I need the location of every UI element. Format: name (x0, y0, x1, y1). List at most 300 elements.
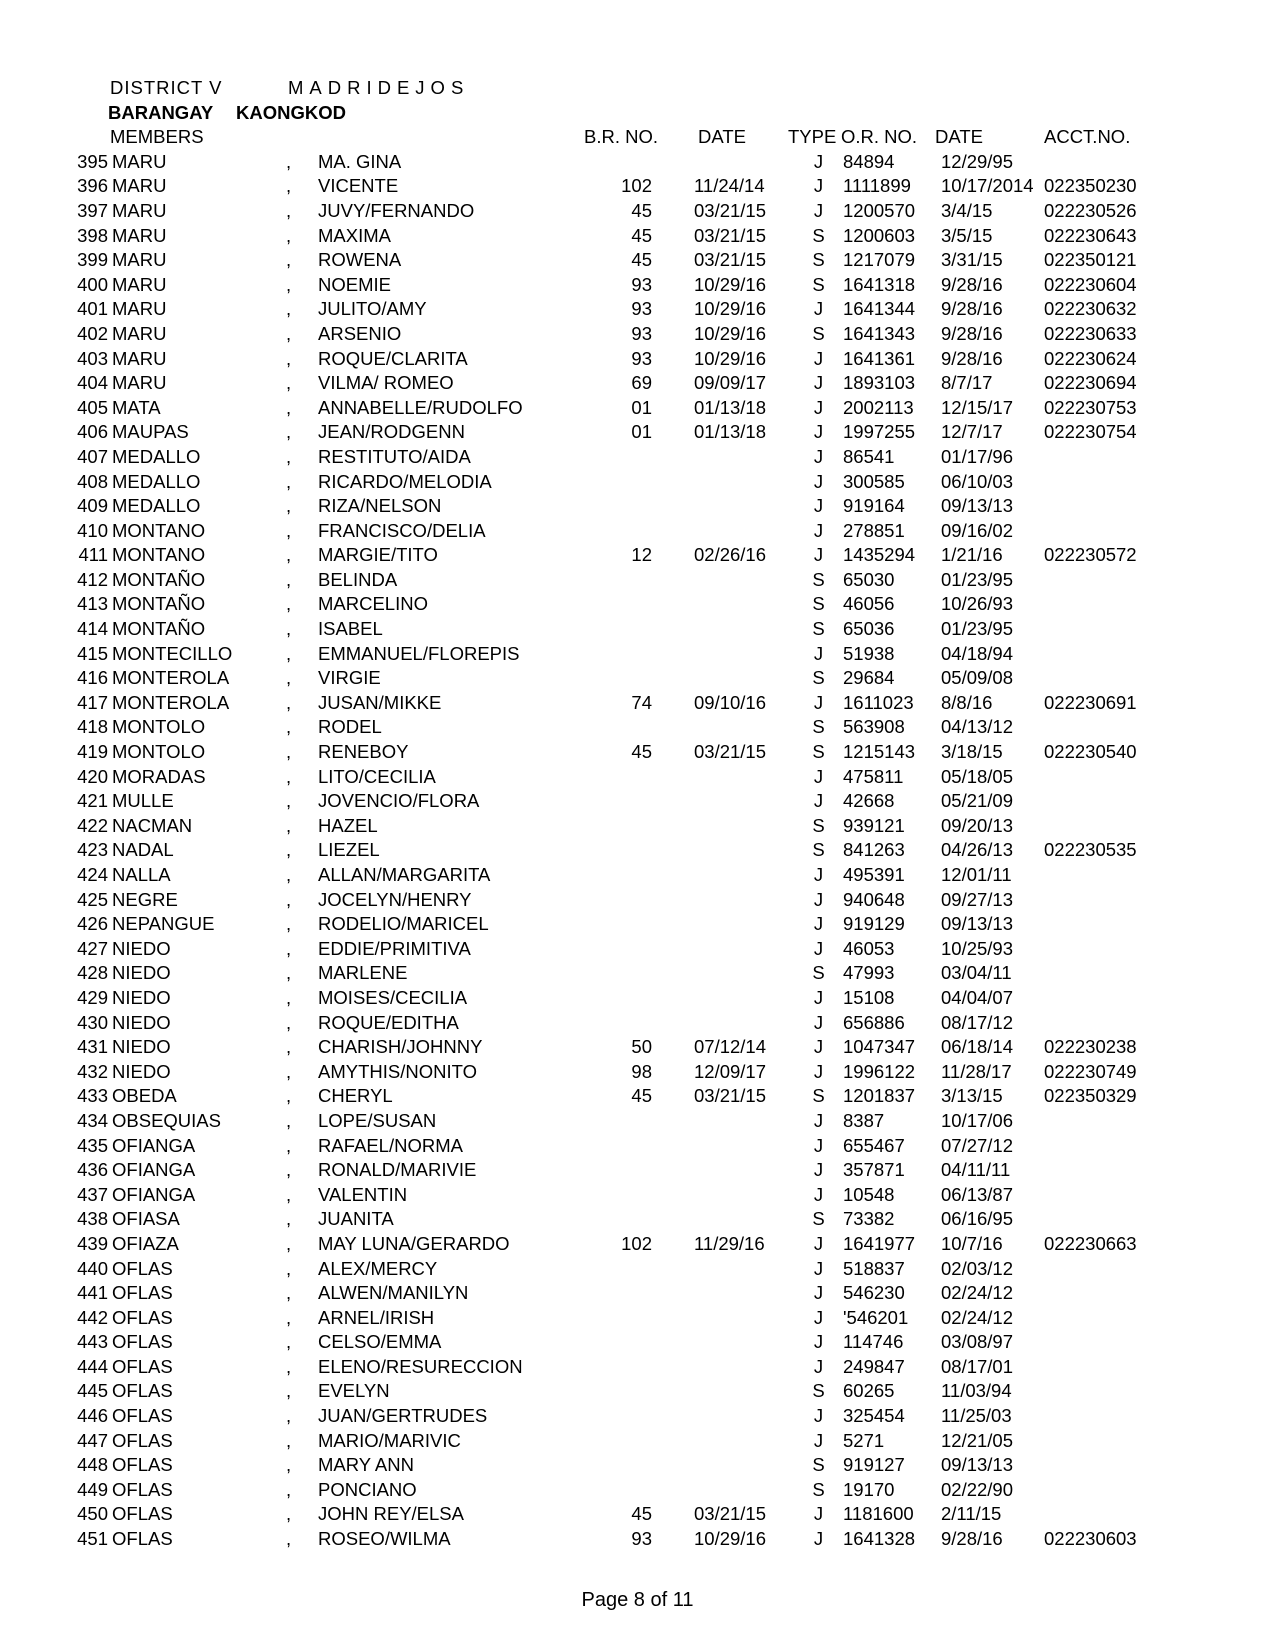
or-number: 1435294 (843, 544, 916, 566)
or-number: 278851 (843, 519, 905, 541)
member-surname: MONTECILLO (112, 642, 233, 664)
table-row (68, 1502, 1258, 1527)
or-number: 15108 (843, 986, 895, 1008)
table-row (68, 470, 1258, 495)
or-number: 1641361 (843, 347, 916, 369)
member-type: S (812, 1454, 825, 1476)
account-number (1044, 1134, 1228, 1159)
or-date: 9/28/16 (941, 322, 1003, 344)
member-given-name: ANNABELLE/RUDOLFO (318, 396, 523, 418)
member-surname: OFLAS (112, 1331, 173, 1353)
br-number: 45 (631, 199, 652, 221)
or-date: 2/11/15 (941, 1503, 1002, 1525)
member-given-name: VIRGIE (318, 667, 381, 689)
member-given-name: CHARISH/JOHNNY (318, 1036, 483, 1058)
or-no-column-header: O.R. NO. (841, 126, 918, 148)
br-number (593, 150, 652, 175)
member-type: J (813, 396, 824, 418)
separator-comma: , (286, 986, 292, 1008)
or-date: 8/8/16 (941, 691, 993, 713)
table-row (68, 617, 1258, 642)
separator-comma: , (286, 1183, 292, 1205)
account-number: 022230754 (1044, 421, 1137, 443)
br-date (652, 1478, 794, 1503)
table-row (68, 519, 1258, 544)
br-number (593, 1257, 652, 1282)
br-number (593, 1429, 652, 1454)
or-date: 06/18/14 (941, 1036, 1014, 1058)
separator-comma: , (286, 249, 292, 271)
row-number: 446 (77, 1405, 108, 1427)
br-date: 11/24/14 (694, 175, 765, 197)
member-type: J (813, 421, 824, 443)
account-number (1044, 1158, 1228, 1183)
br-date-column-header: DATE (698, 126, 746, 148)
br-number (593, 1281, 652, 1306)
or-date: 04/18/94 (941, 642, 1014, 664)
separator-comma: , (286, 814, 292, 836)
or-date: 12/29/95 (941, 150, 1014, 172)
separator-comma: , (286, 741, 292, 763)
member-type: S (812, 593, 825, 615)
member-surname: OFLAS (112, 1257, 173, 1279)
br-number: 93 (631, 322, 652, 344)
member-type: J (813, 1503, 824, 1525)
br-date (652, 912, 794, 937)
br-date (652, 1306, 794, 1331)
or-date: 9/28/16 (941, 273, 1003, 295)
or-number: 1111899 (843, 175, 911, 197)
member-given-name: VALENTIN (318, 1183, 408, 1205)
account-number: 022230643 (1044, 224, 1137, 246)
account-number (1044, 1502, 1228, 1527)
account-number (1044, 1306, 1228, 1331)
separator-comma: , (286, 1306, 292, 1328)
row-number: 412 (77, 568, 108, 590)
row-number: 438 (77, 1208, 108, 1230)
or-number: 518837 (843, 1257, 905, 1279)
separator-comma: , (286, 445, 292, 467)
separator-comma: , (286, 1060, 292, 1082)
br-date (652, 592, 794, 617)
separator-comma: , (286, 372, 292, 394)
account-number (1044, 470, 1228, 495)
row-number: 424 (77, 864, 108, 885)
separator-comma: , (286, 765, 292, 787)
account-number (1044, 961, 1228, 986)
account-number: 022230572 (1044, 544, 1137, 566)
br-date: 03/21/15 (694, 199, 767, 221)
br-number (593, 1306, 652, 1331)
separator-comma: , (286, 1478, 292, 1500)
member-type: S (812, 839, 825, 861)
acct-no-column-header: ACCT.NO. (1044, 126, 1131, 148)
br-number (593, 470, 652, 495)
br-date (652, 1429, 794, 1454)
br-date (652, 1379, 794, 1404)
separator-comma: , (286, 1232, 292, 1254)
member-given-name: ARSENIO (318, 322, 402, 344)
br-date (652, 1109, 794, 1134)
row-number: 420 (77, 765, 108, 787)
br-number (593, 1158, 652, 1183)
separator-comma: , (286, 962, 292, 984)
table-row (68, 592, 1258, 617)
br-date (652, 1158, 794, 1183)
account-number: 022230632 (1044, 298, 1137, 320)
row-number: 422 (77, 814, 108, 836)
br-date (652, 642, 794, 667)
row-number: 398 (77, 224, 108, 246)
member-surname: MONTAÑO (112, 593, 206, 615)
br-date (652, 789, 794, 814)
or-number: 47993 (843, 962, 895, 984)
member-surname: OFIAZA (112, 1232, 179, 1254)
or-number: 114746 (843, 1331, 904, 1353)
br-date (652, 445, 794, 470)
member-surname: MEDALLO (112, 445, 201, 467)
member-type: J (813, 445, 824, 467)
or-number: 655467 (843, 1134, 905, 1156)
member-given-name: NOEMIE (318, 273, 391, 295)
table-row (68, 396, 1258, 421)
or-number: 1047347 (843, 1036, 916, 1058)
table-row (68, 297, 1258, 322)
br-number (593, 888, 652, 913)
br-date: 10/29/16 (694, 298, 767, 320)
member-given-name: MARY ANN (318, 1454, 414, 1476)
row-number: 399 (77, 249, 108, 271)
or-date: 09/13/13 (941, 913, 1014, 935)
member-type: J (813, 1232, 824, 1254)
table-row (68, 224, 1258, 249)
district-label: DISTRICT V (110, 77, 223, 98)
separator-comma: , (286, 1380, 292, 1402)
member-surname: OFIASA (112, 1208, 180, 1230)
member-type: S (812, 814, 825, 836)
br-date: 03/21/15 (694, 224, 767, 246)
table-row (68, 494, 1258, 519)
br-date: 10/29/16 (694, 347, 767, 369)
member-given-name: RAFAEL/NORMA (318, 1134, 463, 1156)
member-type: J (813, 1355, 824, 1377)
row-number: 397 (77, 199, 108, 221)
br-number (593, 494, 652, 519)
or-number: 1611023 (843, 691, 914, 713)
member-surname: OFLAS (112, 1306, 173, 1328)
member-surname: MONTAÑO (112, 618, 206, 640)
table-row (68, 838, 1258, 863)
table-row (68, 937, 1258, 962)
row-number: 427 (77, 937, 108, 959)
separator-comma: , (286, 199, 292, 221)
br-number (593, 568, 652, 593)
row-number: 396 (77, 175, 108, 197)
member-given-name: ISABEL (318, 618, 383, 640)
separator-comma: , (286, 1036, 292, 1058)
or-number: 656886 (843, 1011, 905, 1033)
member-type: J (813, 1257, 824, 1279)
member-type: S (812, 1380, 825, 1402)
row-number: 437 (77, 1183, 108, 1205)
table-row (68, 199, 1258, 224)
separator-comma: , (286, 150, 292, 172)
account-number (1044, 1478, 1228, 1503)
row-number: 401 (77, 298, 108, 320)
account-number: 022230603 (1044, 1528, 1137, 1550)
member-surname: OFLAS (112, 1405, 173, 1427)
member-given-name: LIEZEL (318, 839, 380, 861)
barangay-line (68, 101, 1258, 126)
member-given-name: VICENTE (318, 175, 399, 197)
separator-comma: , (286, 1454, 292, 1476)
or-number: 475811 (843, 765, 904, 787)
br-date: 10/29/16 (694, 273, 767, 295)
account-number (1044, 1011, 1228, 1036)
row-number: 445 (77, 1380, 108, 1402)
br-number (593, 1011, 652, 1036)
member-type: S (812, 1085, 825, 1107)
row-number: 431 (77, 1036, 108, 1058)
member-surname: MEDALLO (112, 470, 201, 492)
member-given-name: ARNEL/IRISH (318, 1306, 435, 1328)
separator-comma: , (286, 273, 292, 295)
br-number: 45 (631, 224, 652, 246)
or-number: 940648 (843, 888, 905, 910)
or-date: 10/17/06 (941, 1109, 1014, 1131)
row-number: 419 (77, 741, 108, 763)
member-surname: MONTEROLA (112, 667, 230, 689)
district-line (68, 76, 1258, 101)
member-type: J (813, 1134, 824, 1156)
account-number (1044, 912, 1228, 937)
table-row (68, 1084, 1258, 1109)
or-number: 563908 (843, 716, 905, 738)
member-surname: NIEDO (112, 1036, 171, 1058)
member-given-name: ROWENA (318, 249, 402, 271)
separator-comma: , (286, 1355, 292, 1377)
member-surname: OBEDA (112, 1085, 177, 1107)
account-number: 022230238 (1044, 1036, 1137, 1058)
br-date: 10/29/16 (694, 322, 767, 344)
br-date (652, 765, 794, 790)
br-number: 93 (631, 1528, 652, 1550)
br-number: 12 (631, 544, 652, 566)
table-header-row (68, 125, 1258, 150)
member-surname: OFIANGA (112, 1159, 196, 1181)
table-row (68, 863, 1258, 888)
or-date: 10/7/16 (941, 1232, 1003, 1254)
table-row (68, 814, 1258, 839)
row-number: 428 (77, 962, 108, 984)
table-row (68, 888, 1258, 913)
member-surname: MARU (112, 224, 167, 246)
separator-comma: , (286, 716, 292, 738)
member-type: J (813, 519, 824, 541)
br-date: 03/21/15 (694, 249, 767, 271)
member-given-name: MARLENE (318, 962, 408, 984)
table-row (68, 371, 1258, 396)
br-number (593, 863, 652, 888)
table-row (68, 1183, 1258, 1208)
member-surname: OFLAS (112, 1503, 173, 1525)
br-date (652, 1330, 794, 1355)
table-row (68, 1404, 1258, 1429)
member-given-name: RESTITUTO/AIDA (318, 445, 471, 467)
member-surname: NIEDO (112, 962, 171, 984)
member-type: S (812, 322, 825, 344)
or-date: 10/17/2014 (941, 175, 1034, 197)
account-number (1044, 1330, 1228, 1355)
br-date (652, 937, 794, 962)
or-number: 8387 (843, 1109, 885, 1131)
or-number: 65030 (843, 568, 895, 590)
row-number: 402 (77, 322, 108, 344)
member-given-name: FRANCISCO/DELIA (318, 519, 486, 541)
table-row (68, 347, 1258, 372)
member-surname: MAUPAS (112, 421, 189, 443)
account-number (1044, 592, 1228, 617)
or-number: 919129 (843, 913, 905, 935)
or-number: 1893103 (843, 372, 916, 394)
member-given-name: MARGIE/TITO (318, 544, 438, 566)
member-surname: MULLE (112, 790, 174, 812)
table-row (68, 445, 1258, 470)
account-number (1044, 986, 1228, 1011)
or-number: 5271 (843, 1429, 885, 1451)
separator-comma: , (286, 618, 292, 640)
member-surname: OFLAS (112, 1528, 173, 1550)
or-date: 9/28/16 (941, 1528, 1003, 1550)
member-given-name: JUSAN/MIKKE (318, 691, 442, 713)
member-surname: NIEDO (112, 937, 171, 959)
table-row (68, 912, 1258, 937)
br-date: 01/13/18 (694, 421, 767, 443)
or-date: 05/09/08 (941, 667, 1014, 689)
separator-comma: , (286, 1331, 292, 1353)
member-surname: NIEDO (112, 1060, 171, 1082)
member-given-name: MAXIMA (318, 224, 391, 246)
br-number (593, 1330, 652, 1355)
br-date (652, 568, 794, 593)
separator-comma: , (286, 593, 292, 615)
separator-comma: , (286, 421, 292, 443)
table-row (68, 691, 1258, 716)
member-given-name: MARIO/MARIVIC (318, 1429, 461, 1451)
member-given-name: EVELYN (318, 1380, 390, 1402)
row-number: 449 (77, 1478, 108, 1500)
member-given-name: LOPE/SUSAN (318, 1109, 437, 1131)
row-number: 447 (77, 1429, 108, 1451)
member-surname: NADAL (112, 839, 174, 861)
row-number: 416 (77, 667, 108, 689)
member-surname: MONTANO (112, 544, 206, 566)
br-date (652, 863, 794, 888)
br-date (652, 1257, 794, 1282)
br-number (593, 715, 652, 740)
or-number: 1996122 (843, 1060, 916, 1082)
br-number (593, 1109, 652, 1134)
row-number: 435 (77, 1134, 108, 1156)
row-number: 395 (77, 150, 108, 172)
member-given-name: EMMANUEL/FLOREPIS (318, 642, 520, 664)
table-row (68, 1158, 1258, 1183)
br-date (652, 888, 794, 913)
or-date: 01/17/96 (941, 445, 1014, 467)
or-date: 10/25/93 (941, 937, 1014, 959)
member-type: J (813, 470, 824, 492)
separator-comma: , (286, 175, 292, 197)
page-footer (0, 1588, 1275, 1613)
row-number: 413 (77, 593, 108, 615)
account-number: 022230753 (1044, 396, 1137, 418)
account-number: 022230691 (1044, 691, 1137, 713)
member-given-name: JEAN/RODGENN (318, 421, 465, 443)
member-type: J (813, 1306, 824, 1328)
br-number (593, 1379, 652, 1404)
br-number: 102 (621, 1232, 652, 1254)
or-number: 86541 (843, 445, 895, 467)
member-surname: MARU (112, 322, 167, 344)
or-number: 495391 (843, 864, 905, 885)
member-type: J (813, 691, 824, 713)
or-number: 2002113 (843, 396, 914, 418)
separator-comma: , (286, 519, 292, 541)
member-surname: NALLA (112, 864, 171, 885)
br-date (652, 1011, 794, 1036)
member-surname: NEGRE (112, 888, 178, 910)
member-given-name: RODEL (318, 716, 382, 738)
row-number: 417 (77, 691, 108, 713)
member-surname: MEDALLO (112, 495, 201, 517)
member-type: J (813, 986, 824, 1008)
br-date (652, 961, 794, 986)
page-number: Page 8 of 11 (581, 1589, 694, 1611)
member-type: J (813, 888, 824, 910)
or-date: 3/31/15 (941, 249, 1003, 271)
account-number: 022350329 (1044, 1085, 1137, 1107)
br-date (652, 470, 794, 495)
br-number: 93 (631, 298, 652, 320)
br-date (652, 838, 794, 863)
row-number: 429 (77, 986, 108, 1008)
row-number: 441 (77, 1282, 108, 1304)
table-row (68, 1527, 1258, 1552)
member-type: J (813, 1011, 824, 1033)
row-number: 434 (77, 1109, 108, 1131)
member-surname: MARU (112, 372, 167, 394)
or-date-column-header: DATE (935, 126, 983, 148)
or-number: 1641318 (843, 273, 916, 295)
br-date (652, 986, 794, 1011)
br-number (593, 986, 652, 1011)
table-row (68, 1109, 1258, 1134)
member-type: J (813, 544, 824, 566)
member-surname: MARU (112, 273, 167, 295)
member-surname: NEPANGUE (112, 913, 215, 935)
br-date (652, 666, 794, 691)
member-type: S (812, 741, 825, 763)
member-given-name: ALEX/MERCY (318, 1257, 438, 1279)
account-number (1044, 1355, 1228, 1380)
row-number: 415 (77, 642, 108, 664)
br-number (593, 1453, 652, 1478)
table-row (68, 666, 1258, 691)
account-number (1044, 765, 1228, 790)
or-number: 1641343 (843, 322, 916, 344)
br-date: 11/29/16 (694, 1232, 765, 1254)
or-date: 06/13/87 (941, 1183, 1014, 1205)
